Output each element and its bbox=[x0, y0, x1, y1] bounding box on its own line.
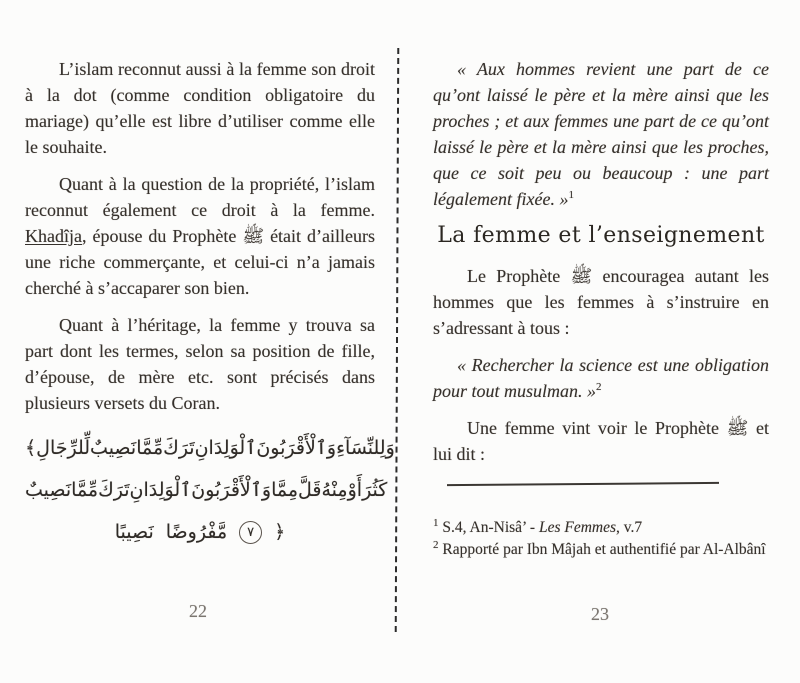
footnote-2-number: 2 bbox=[433, 538, 439, 551]
arabic-word: كَثُرَ bbox=[362, 479, 388, 501]
khadija-underlined-name: Khadîja bbox=[25, 226, 82, 246]
arabic-verse-line-1 bbox=[25, 427, 395, 469]
paragraph-dot: L’islam reconnut aussi à la femme son droit à la dot (comme condition obligatoire du mariage) qu’elle est libre d’utiliser comme elle le souhaite. bbox=[25, 59, 375, 157]
arabic-word: مِمَّا bbox=[271, 479, 299, 501]
page-number-left: 22 bbox=[189, 601, 207, 621]
paragraph-education: Le Prophète ﷺ encouragea autant les hommes que les femmes à s’instruire en s’adressant à tous : bbox=[433, 266, 769, 338]
arabic-word: مِّمَّا bbox=[71, 479, 99, 501]
paragraph-property bbox=[25, 171, 375, 301]
quote-text: « Rechercher la science est une obligation pour tout musulman. » bbox=[433, 355, 769, 401]
footnote-1-book-title: Les Femmes bbox=[538, 519, 617, 536]
arabic-word: مَّفْرُوضًا bbox=[165, 521, 228, 543]
footnote-2-text: Rapporté par Ibn Mâjah et authentifié par Al-Albânî bbox=[438, 541, 766, 558]
arabic-word: مِّمَّا bbox=[136, 437, 164, 459]
arabic-word: تَرَكَ bbox=[98, 479, 130, 501]
footnote-separator bbox=[447, 482, 719, 486]
verse-number: ٧ bbox=[247, 524, 255, 540]
arabic-word: وَٱلْأَقْرَبُونَ bbox=[191, 479, 272, 501]
arabic-verse-line-2 bbox=[25, 469, 388, 511]
arabic-word: وَٱلْأَقْرَبُونَ bbox=[256, 437, 337, 459]
arabic-word: وَلِلنِّسَآءِ bbox=[336, 437, 395, 459]
footnote-1-number: 1 bbox=[433, 516, 439, 529]
section-title: La femme et l’enseignement bbox=[437, 223, 765, 248]
arabic-word: نَصِيبًا bbox=[114, 521, 154, 543]
arabic-word: ٱلْوَلِدَانِ bbox=[129, 479, 192, 501]
arabic-word: ٱلْوَلِدَانِ bbox=[194, 437, 257, 459]
page-gutter-divider bbox=[395, 48, 400, 632]
verse-number-circle bbox=[239, 521, 262, 544]
arabic-word: قَلَّ bbox=[298, 479, 322, 501]
footnote-1 bbox=[433, 517, 769, 539]
arabic-verse-line-3 bbox=[25, 511, 375, 553]
arabic-word: نَصِيبٌ bbox=[25, 479, 72, 501]
paragraph-woman-visit: Une femme vint voir le Prophète ﷺ et lui dit : bbox=[433, 418, 769, 464]
arabic-word: مِنْهُ bbox=[321, 479, 348, 501]
arabic-verse-block bbox=[25, 427, 395, 553]
arabic-word: أَوْ bbox=[347, 479, 363, 501]
page-number-right: 23 bbox=[591, 604, 609, 624]
arabic-word: ﴾ bbox=[25, 437, 37, 459]
footnote-1-verse: , v.7 bbox=[616, 519, 643, 536]
arabic-word: تَرَكَ bbox=[163, 437, 195, 459]
quote-ornament-icon: ﴿ bbox=[274, 521, 286, 543]
paragraph-property-text-after: , épouse du Prophète ﷺ était d’ailleurs une riche commerçante, et celui-ci n’a jamais cherché à s’accaparer son bien. bbox=[25, 226, 375, 298]
right-page bbox=[433, 56, 769, 561]
footnote-ref-2: 2 bbox=[596, 381, 602, 393]
paragraph-property-text-before: Quant à la question de la propriété, l’islam reconnut également ce droit à la femme. bbox=[25, 174, 375, 220]
quran-translation-quote bbox=[433, 56, 769, 212]
arabic-word: لِّلرِّجَالِ bbox=[36, 437, 91, 459]
arabic-word: نَصِيبٌ bbox=[90, 437, 137, 459]
footnote-1-text: S.4, An-Nisâ’ - bbox=[438, 519, 539, 536]
footnote-ref-1: 1 bbox=[568, 189, 574, 201]
quote-text: « Aux hommes revient une part de ce qu’ont laissé le père et la mère ainsi que les proches ; et aux femmes une part de ce qu’ont laissé le père et la mère ainsi que les proches, que ce soit peu ou beaucoup : une part légalement fixée. » bbox=[433, 59, 769, 209]
footnote-2 bbox=[433, 539, 769, 561]
hadith-quote bbox=[433, 352, 769, 404]
paragraph-inheritance: Quant à l’héritage, la femme y trouva sa part dont les termes, selon sa position de fille, d’épouse, de mère etc. sont précisés dans plusieurs versets du Coran. bbox=[25, 315, 375, 413]
left-page bbox=[25, 56, 395, 553]
